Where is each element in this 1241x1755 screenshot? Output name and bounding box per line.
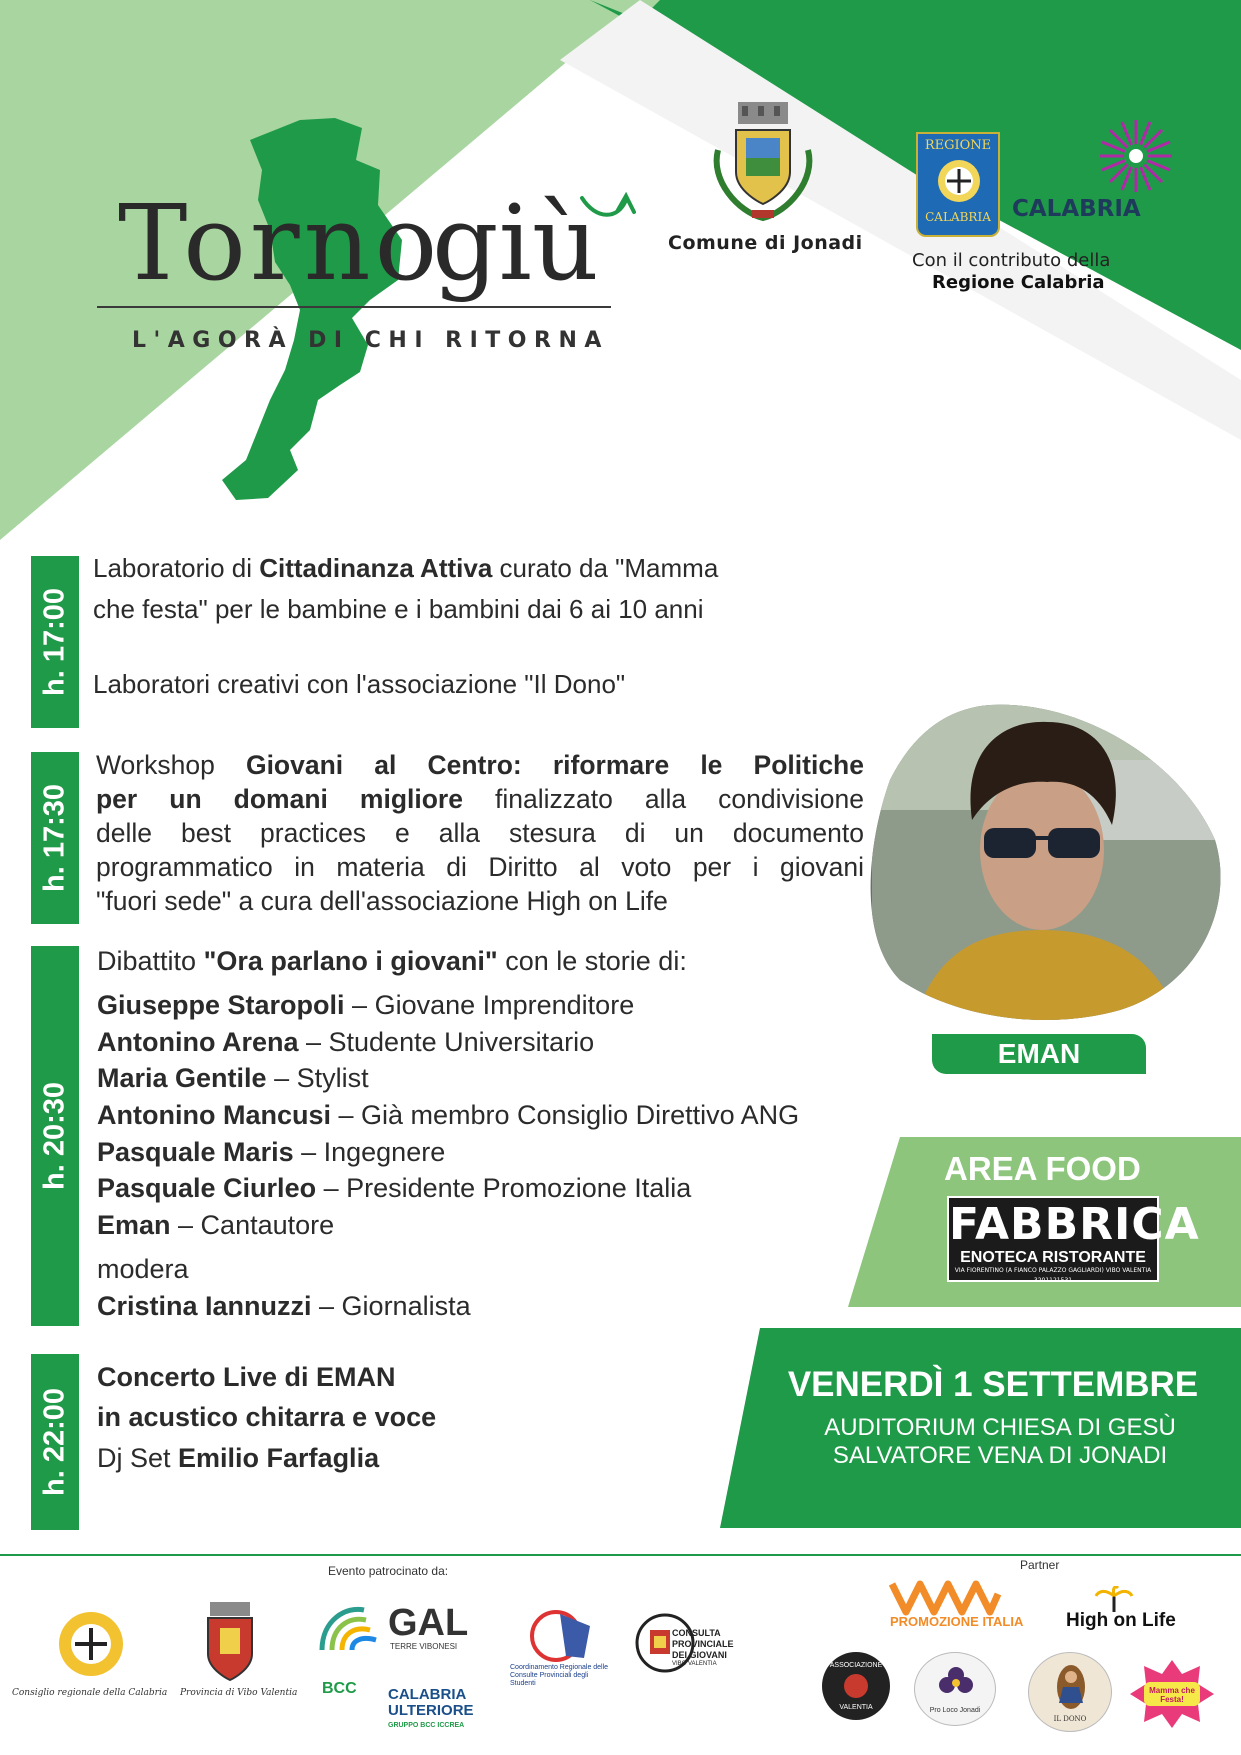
footer-divider xyxy=(0,1554,1241,1556)
coordinamento-logo-icon xyxy=(520,1606,604,1666)
jonadi-crest-icon xyxy=(708,100,818,226)
modera-label: modera xyxy=(97,1254,189,1284)
valentia-label: VALENTIA xyxy=(839,1704,873,1711)
slot4-line2: in acustico chitarra e voce xyxy=(97,1402,437,1432)
time-bar-1700 xyxy=(31,556,79,728)
slot2-line1: Workshop Giovani al Centro: riformare le Politiche xyxy=(96,750,864,780)
bcc-sub: GRUPPO BCC ICCREA xyxy=(388,1722,465,1729)
regione-badge-top: REGIONE xyxy=(924,138,992,153)
slot2-line2: per un domani migliore finalizzato alla condivisione xyxy=(96,784,864,814)
patronage-label: Evento patrocinato da: xyxy=(328,1564,449,1578)
provincia-label: Provincia di Vibo Valentia xyxy=(180,1688,298,1698)
partner-label: Partner xyxy=(1020,1558,1060,1572)
regione-calabria-badge xyxy=(916,132,1000,237)
proloco-label: Pro Loco Jonadi xyxy=(929,1707,981,1714)
provincia-crest-icon xyxy=(198,1600,262,1682)
eman-portrait xyxy=(872,700,1222,1030)
event-title-part2: giù xyxy=(432,182,599,304)
associazione-valentia-badge xyxy=(822,1652,890,1720)
speaker-row: Antonino Arena – Studente Universitario xyxy=(97,1027,595,1057)
bcc-name1: CALABRIA xyxy=(388,1686,467,1703)
bcc-label: BCC xyxy=(322,1680,357,1697)
consulta-line3: DEI GIOVANI xyxy=(672,1650,727,1660)
slot2-line4: programmatico in materia di Diritto al voto per i giovani xyxy=(96,852,864,882)
slot4-line3: Dj Set Emilio Farfaglia xyxy=(97,1443,380,1473)
gal-sub: TERRE VIBONESI xyxy=(390,1642,458,1651)
area-food-title: AREA FOOD xyxy=(944,1150,1141,1187)
slot3-intro: Dibattito "Ora parlano i giovani" con le storie di: xyxy=(97,946,687,976)
contributo-line2: Regione Calabria xyxy=(932,272,1105,293)
consulta-line4: VIBO VALENTIA xyxy=(672,1661,717,1667)
speaker-row: Giuseppe Staropoli – Giovane Imprenditore xyxy=(97,990,635,1020)
consiglio-regionale-crest-icon xyxy=(56,1608,126,1682)
gal-label: GAL xyxy=(388,1602,469,1644)
lion-icon xyxy=(842,1672,870,1700)
consiglio-label: Consiglio regionale della Calabria xyxy=(12,1688,168,1698)
promozione-label: PROMOZIONE ITALIA xyxy=(890,1614,1024,1629)
palm-tree-icon xyxy=(1094,1586,1134,1612)
calabria-brand-label: CALABRIA xyxy=(1012,196,1141,222)
speaker-row: Pasquale Ciurleo – Presidente Promozione Italia xyxy=(97,1173,692,1203)
event-venue-line1: AUDITORIUM CHIESA DI GESÙ xyxy=(824,1414,1176,1441)
time-bar-2030 xyxy=(31,946,79,1326)
mamma-label: Mamma che Festa! xyxy=(1149,1686,1195,1704)
slot1-line3: Laboratori creativi con l'associazione "Il Dono" xyxy=(93,669,626,699)
time-bar-1730 xyxy=(31,752,79,924)
time-label: h. 20:30 xyxy=(38,1082,71,1190)
calabria-sunburst-icon xyxy=(1098,118,1174,194)
gal-fingerprint-icon xyxy=(316,1600,388,1654)
fabbrica-address: VIA FIORENTINO (A FIANCO PALAZZO GAGLIARDI) VIBO VALENTIA 3201121531 xyxy=(954,1267,1152,1284)
consulta-line2: PROVINCIALE xyxy=(672,1639,734,1649)
curved-arrow-icon xyxy=(578,186,638,242)
speaker-row: Antonino Mancusi – Già membro Consiglio Direttivo ANG xyxy=(97,1100,800,1130)
high-on-life-label: High on Life xyxy=(1066,1610,1176,1631)
slot4-line1: Concerto Live di EMAN xyxy=(97,1362,396,1392)
moderator-row: Cristina Iannuzzi – Giornalista xyxy=(97,1291,471,1321)
regione-crest-icon xyxy=(936,158,982,204)
consulta-line1: CONSULTA xyxy=(672,1628,721,1638)
fabbrica-name: FABBRICA xyxy=(949,1199,1200,1250)
event-title-part1: Torno xyxy=(118,182,442,304)
time-label: h. 17:30 xyxy=(38,784,71,892)
title-underline xyxy=(97,306,611,308)
slot1-line2: che festa" per le bambine e i bambini dai 6 ai 10 anni xyxy=(93,594,704,624)
associazione-label: ASSOCIAZIONE xyxy=(829,1662,883,1669)
mamma-che-festa-logo xyxy=(1130,1660,1214,1728)
event-subtitle: L'AGORÀ DI CHI RITORNA xyxy=(132,328,609,353)
flower-icon xyxy=(937,1663,975,1701)
eman-label: EMAN xyxy=(932,1034,1146,1074)
time-bar-2200 xyxy=(31,1354,79,1530)
slot2-line5: "fuori sede" a cura dell'associazione High on Life xyxy=(96,886,668,916)
regione-badge-bottom: CALABRIA xyxy=(925,210,991,224)
fabbrica-logo xyxy=(947,1196,1200,1284)
il-dono-label: IL DONO xyxy=(1053,1715,1087,1723)
time-label: h. 22:00 xyxy=(38,1388,71,1496)
slot2-line3: delle best practices e alla stesura di un documento xyxy=(96,818,864,848)
madonna-icon xyxy=(1053,1663,1089,1711)
event-venue-line2: SALVATORE VENA DI JONADI xyxy=(832,1442,1168,1469)
contributo-line1: Con il contributo della xyxy=(912,250,1111,271)
coordinamento-label: Coordinamento Regionale delle Consulte Provinciali degli Studenti xyxy=(510,1664,609,1687)
slot1-line1: Laboratorio di Cittadinanza Attiva curato da "Mamma xyxy=(93,553,719,583)
event-date: VENERDÌ 1 SETTEMBRE xyxy=(787,1365,1199,1404)
promozione-italia-icon xyxy=(888,1574,1002,1618)
slot2-workshop-text xyxy=(96,748,864,918)
proloco-badge xyxy=(914,1652,996,1726)
speaker-row: Maria Gentile – Stylist xyxy=(97,1063,369,1093)
bcc-name2: ULTERIORE xyxy=(388,1702,474,1719)
il-dono-badge xyxy=(1028,1652,1112,1732)
fabbrica-sub: ENOTECA RISTORANTE xyxy=(960,1249,1146,1266)
time-label: h. 17:00 xyxy=(38,588,71,696)
speaker-row: Pasquale Maris – Ingegnere xyxy=(97,1137,446,1167)
comune-label: Comune di Jonadi xyxy=(668,232,863,254)
speaker-row: Eman – Cantautore xyxy=(97,1210,335,1240)
